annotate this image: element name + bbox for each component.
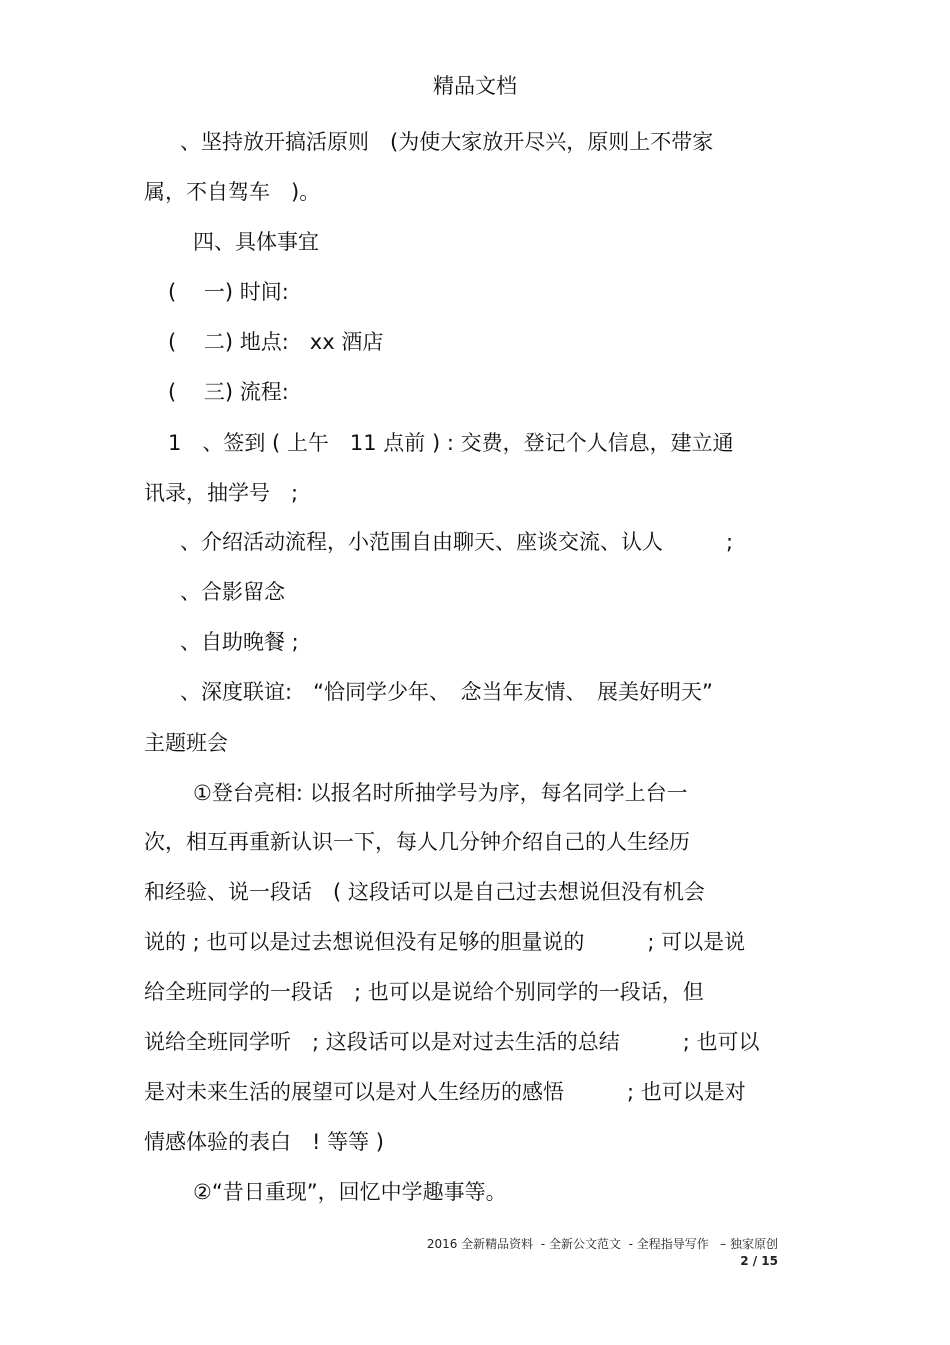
item-time: ( 一) 时间:	[168, 280, 289, 304]
sub-item-1-line-7: 是对未来生活的展望可以是对人生经历的感悟 ; 也可以是对	[144, 1080, 746, 1104]
page-header-title: 精品文档	[433, 74, 517, 98]
body-line-1: 、坚持放开搞活原则 (为使大家放开尽兴，原则上不带家	[180, 130, 714, 154]
step-signin: 1 、签到 ( 上午 11 点前 ) : 交费，登记个人信息，建立通	[168, 431, 734, 455]
item-process: ( 三) 流程:	[168, 380, 289, 404]
sub-item-2: ②“昔日重现”，回忆中学趣事等。	[193, 1180, 507, 1204]
item-location: ( 二) 地点: xx 酒店	[168, 330, 384, 354]
sub-item-1-line-6: 说给全班同学听 ; 这段话可以是对过去生活的总结 ; 也可以	[144, 1030, 760, 1054]
sub-item-1-line-8: 情感体验的表白 ! 等等 )	[144, 1130, 384, 1154]
step-photo: 、合影留念	[180, 580, 285, 604]
sub-item-1-line-2: 次，相互再重新认识一下，每人几分钟介绍自己的人生经历	[144, 830, 690, 854]
sub-item-1-line-5: 给全班同学的一段话 ; 也可以是说给个别同学的一段话，但	[144, 980, 704, 1004]
step-party: 、深度联谊: “恰同学少年、 念当年友情、 展美好明天”	[180, 680, 713, 704]
step-intro: 、介绍活动流程，小范围自由聊天、座谈交流、认人 ;	[180, 530, 734, 554]
sub-item-1: ①登台亮相: 以报名时所抽学号为序，每名同学上台一	[193, 781, 688, 805]
sub-item-1-line-4: 说的 ; 也可以是过去想说但没有足够的胆量说的 ; 可以是说	[144, 930, 746, 954]
body-line-2: 属，不自驾车 )。	[144, 180, 321, 204]
step-signin-cont: 讯录，抽学号 ;	[144, 481, 299, 505]
step-dinner: 、自助晚餐 ;	[180, 630, 299, 654]
step-party-cont: 主题班会	[144, 731, 228, 755]
footer-text: 2016 全新精品资料 - 全新公文范文 - 全程指导写作 – 独家原创	[426, 1237, 778, 1251]
sub-item-1-line-3: 和经验、说一段话 ( 这段话可以是自己过去想说但没有机会	[144, 880, 705, 904]
page-number: 2 / 15	[740, 1254, 778, 1268]
section-heading: 四、具体事宜	[193, 230, 319, 254]
